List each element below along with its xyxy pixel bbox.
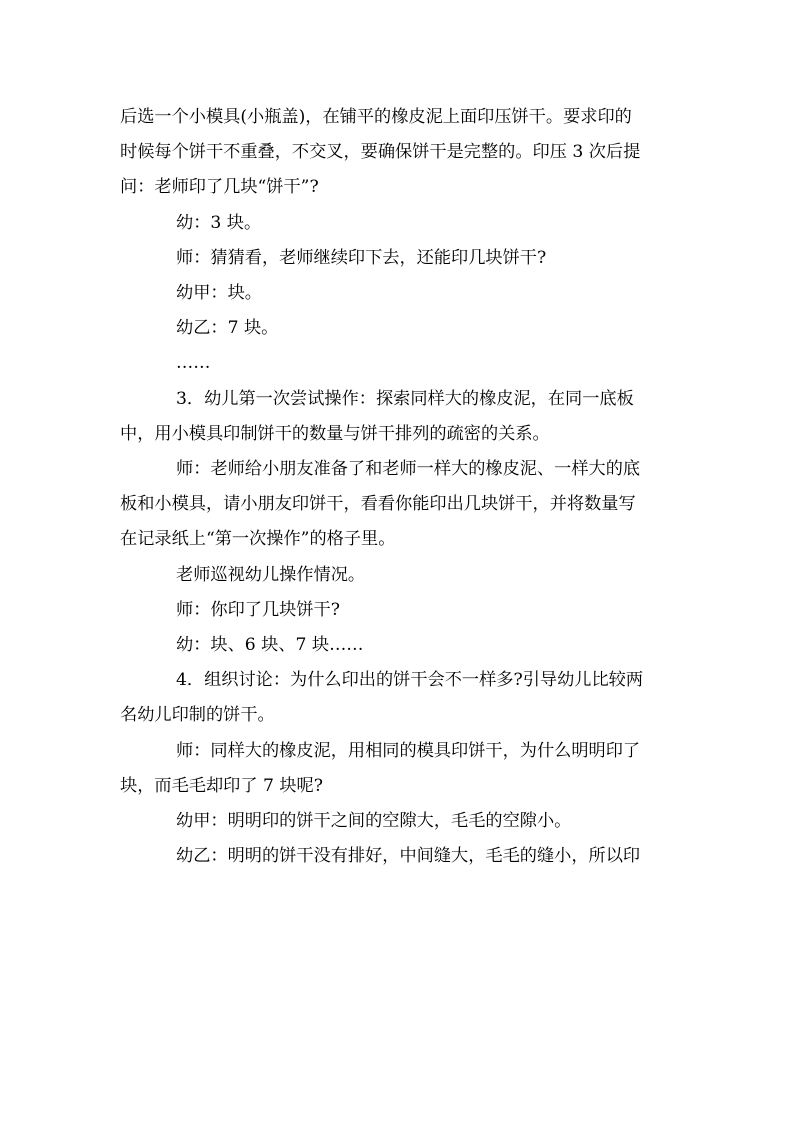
text-line: 名幼儿印制的饼干。 [120,705,275,726]
text-line: 后选一个小模具(小瓶盖)，在铺平的橡皮泥上面印压饼干。要求印的 [120,107,632,127]
text-line: 板和小模具，请小朋友印饼干，看看你能印出几块饼干，并将数量写 [120,494,636,515]
text-line: 师：猜猜看，老师继续印下去，还能印几块饼干? [176,247,547,268]
text-line: 3．幼儿第一次尝试操作：探索同样大的橡皮泥，在同一底板 [176,388,634,409]
text-line: 幼：块、6 块、7 块…… [176,635,364,656]
text-line: 4．组织讨论：为什么印出的饼干会不一样多?引导幼儿比较两 [176,670,644,691]
text-line: 中，用小模具印制饼干的数量与饼干排列的疏密的关系。 [120,423,550,444]
text-line: 师：老师给小朋友准备了和老师一样大的橡皮泥、一样大的底 [176,459,641,480]
document-body [120,100,676,874]
text-line: 幼甲：明明印的饼干之间的空隙大，毛毛的空隙小。 [176,811,572,832]
text-line: …… [176,353,211,374]
text-line: 问：老师印了几块“饼干”? [120,177,319,198]
text-line: 块，而毛毛却印了 7 块呢? [120,775,323,796]
text-line: 师：同样大的橡皮泥，用相同的模具印饼干，为什么明明印了 [176,740,641,761]
text-line: 老师巡视幼儿操作情况。 [176,564,366,585]
text-line: 师：你印了几块饼干? [176,599,340,620]
text-line: 幼甲：块。 [176,283,262,304]
text-line: 幼乙：7 块。 [176,318,279,339]
text-line: 幼：3 块。 [176,212,262,233]
text-line: 幼乙：明明的饼干没有排好，中间缝大，毛毛的缝小，所以印 [176,846,641,867]
text-line: 时候每个饼干不重叠，不交叉，要确保饼干是完整的。印压 3 次后提 [120,142,641,163]
text-line: 在记录纸上“第一次操作”的格子里。 [120,529,396,550]
